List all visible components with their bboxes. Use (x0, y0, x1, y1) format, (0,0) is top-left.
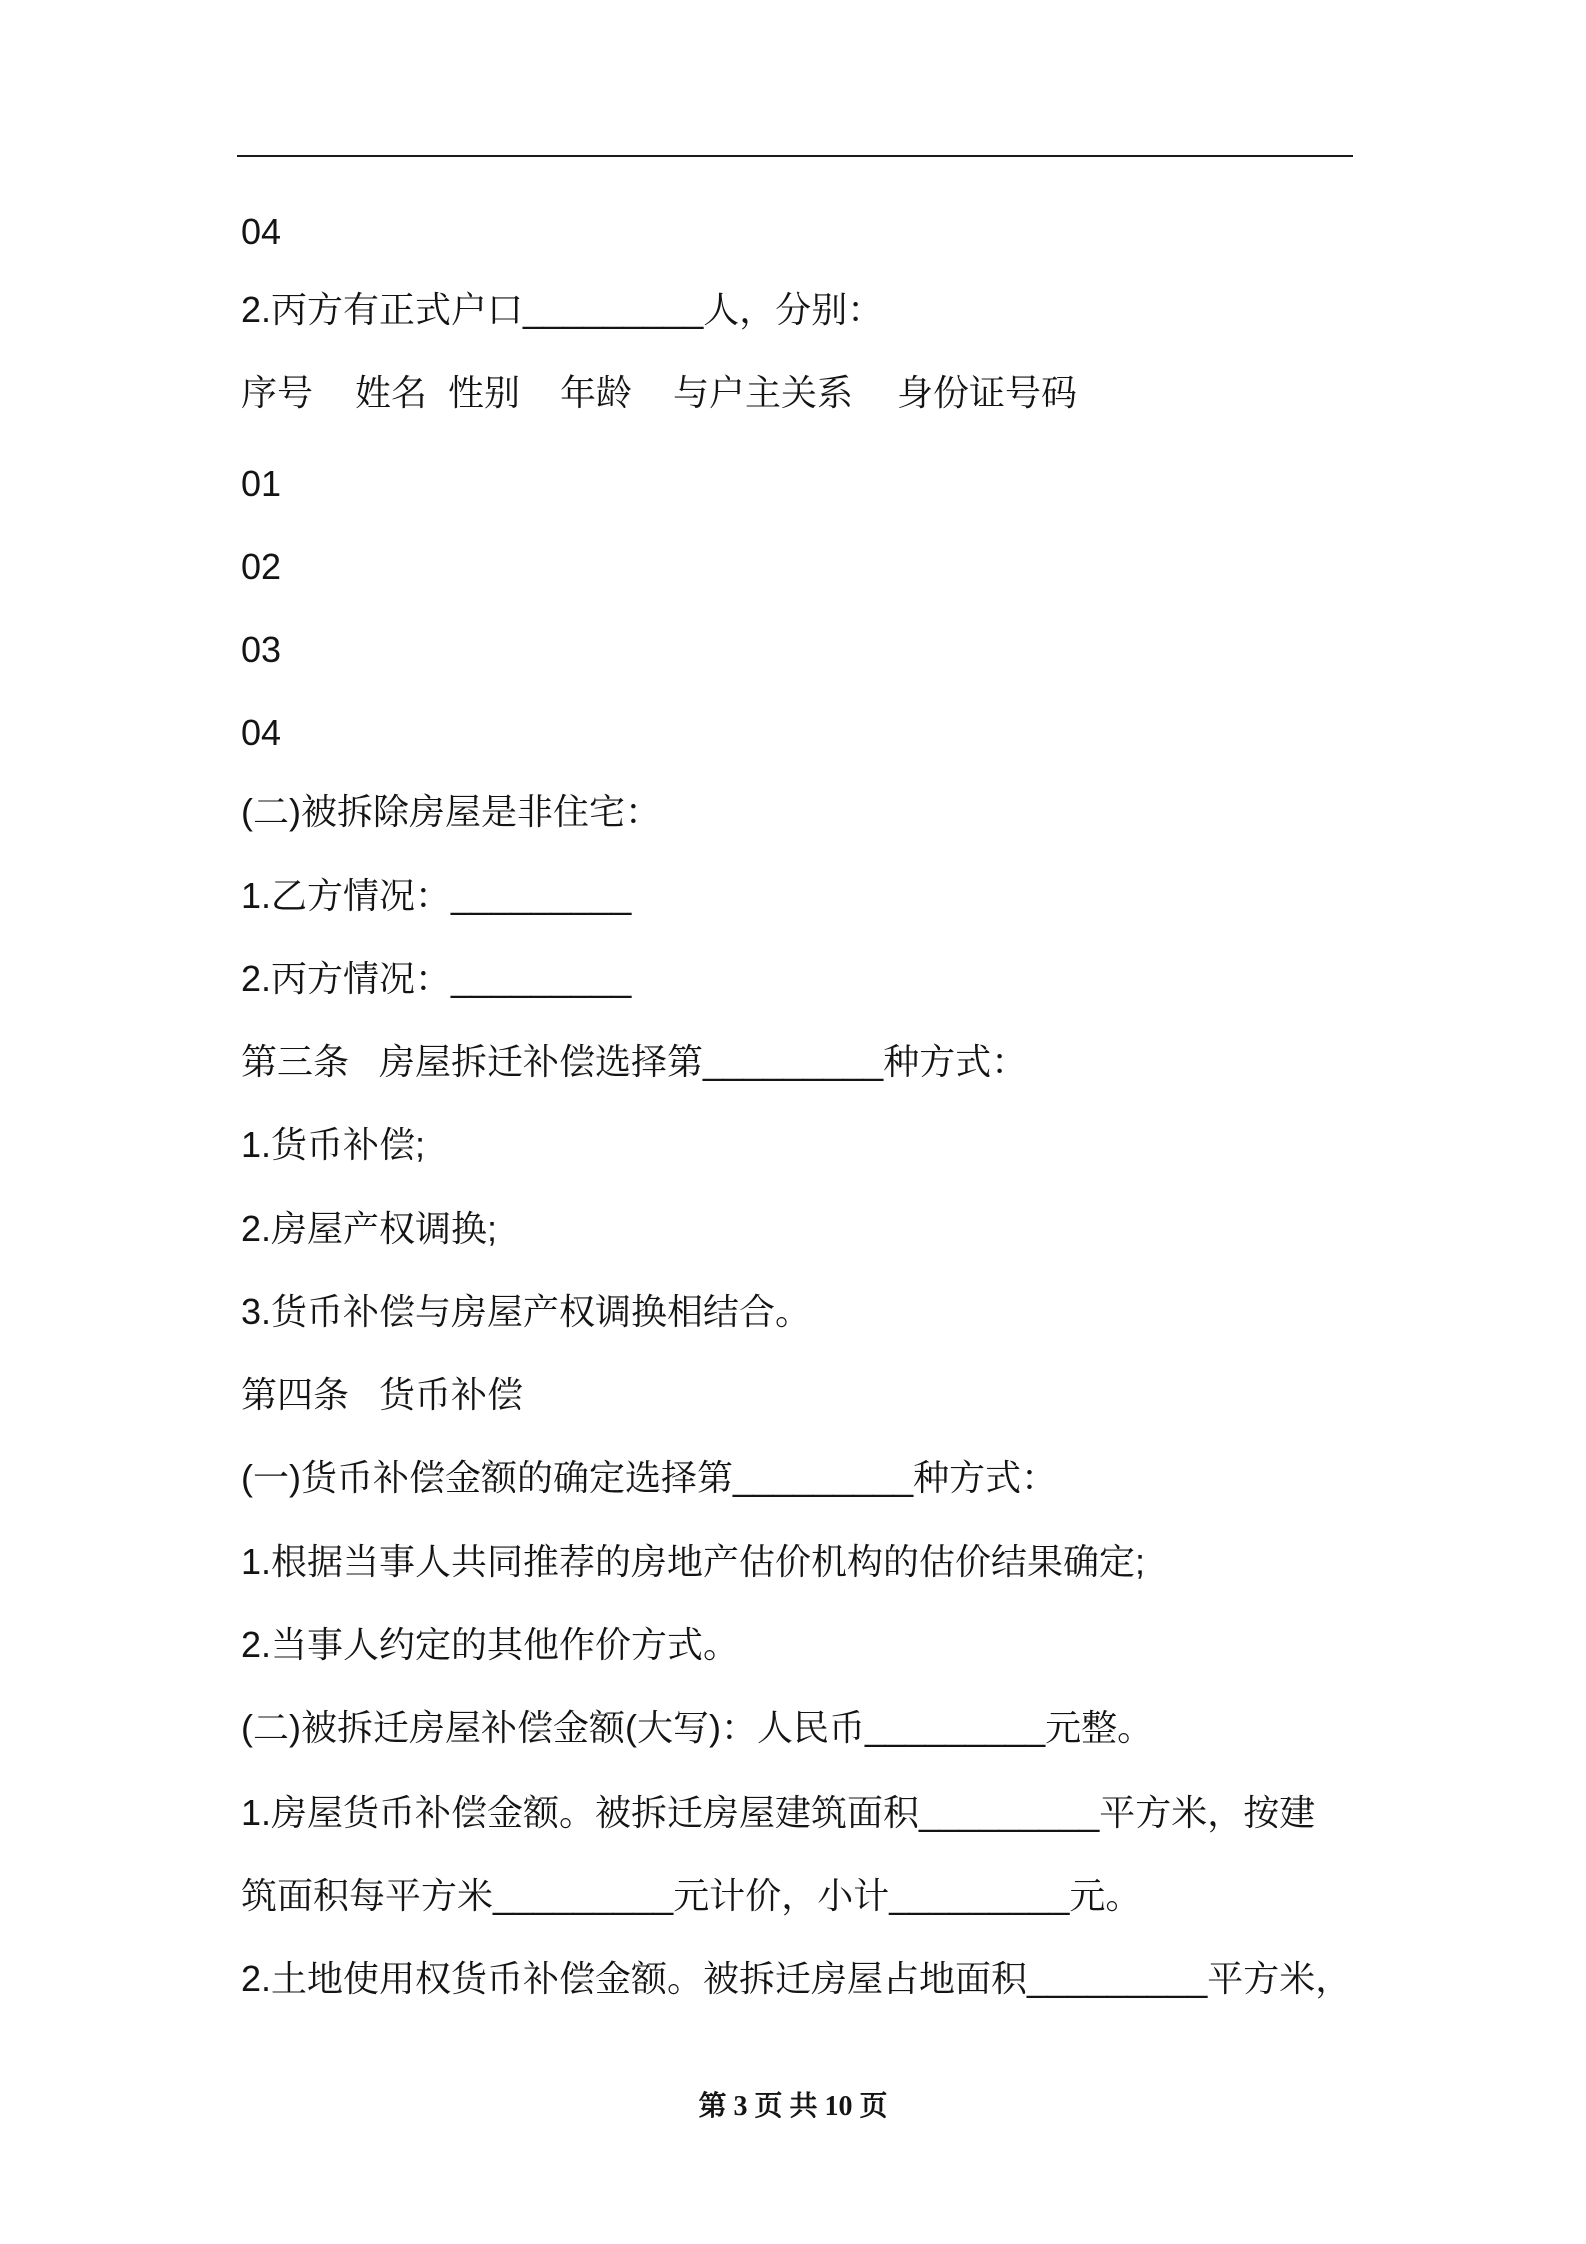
table-row: 03 (241, 629, 282, 670)
table-row-continuation: 04 (241, 211, 282, 252)
party-b-status-line: 1.乙方情况：_________ (241, 875, 632, 916)
header-rule (237, 155, 1353, 157)
column-header-gender: 性别 (448, 372, 521, 413)
land-compensation-line: 2.土地使用权货币补偿金额。被拆迁房屋占地面积_________平方米， (241, 1958, 1352, 1999)
method-appraisal: 1.根据当事人共同推荐的房地产估价机构的估价结果确定; (241, 1541, 1146, 1582)
house-compensation-line-cont: 筑面积每平方米_________元计价，小计_________元。 (241, 1875, 1142, 1916)
page-number: 第 3 页 共 10 页 (698, 2091, 888, 2122)
option-monetary: 1.货币补偿; (241, 1124, 426, 1165)
column-header-age: 年龄 (560, 372, 633, 413)
compensation-total-line: (二)被拆迁房屋补偿金额(大写)：人民币_________元整。 (241, 1707, 1154, 1748)
option-combined: 3.货币补偿与房屋产权调换相结合。 (241, 1291, 812, 1332)
table-row: 02 (241, 546, 282, 587)
section-non-residential: (二)被拆除房屋是非住宅： (241, 791, 661, 832)
column-header-relation: 与户主关系 (673, 372, 854, 413)
party-c-status-line: 2.丙方情况：_________ (241, 958, 632, 999)
amount-method-line: (一)货币补偿金额的确定选择第_________种方式： (241, 1457, 1058, 1498)
table-row: 01 (241, 463, 282, 504)
article-three-heading: 第三条 房屋拆迁补偿选择第_________种方式： (241, 1041, 1028, 1082)
column-header-name: 姓名 (355, 372, 428, 413)
method-agreement: 2.当事人约定的其他作价方式。 (241, 1624, 740, 1665)
option-property-exchange: 2.房屋产权调换; (241, 1208, 498, 1249)
column-header-number: 序号 (241, 372, 314, 413)
article-four-heading: 第四条 货币补偿 (241, 1374, 524, 1415)
table-row: 04 (241, 712, 282, 753)
column-header-id-number: 身份证号码 (897, 372, 1078, 413)
household-table-header (241, 368, 1341, 418)
house-compensation-line: 1.房屋货币补偿金额。被拆迁房屋建筑面积_________平方米，按建 (241, 1792, 1316, 1833)
household-count-line: 2.丙方有正式户口_________人，分别： (241, 289, 884, 330)
